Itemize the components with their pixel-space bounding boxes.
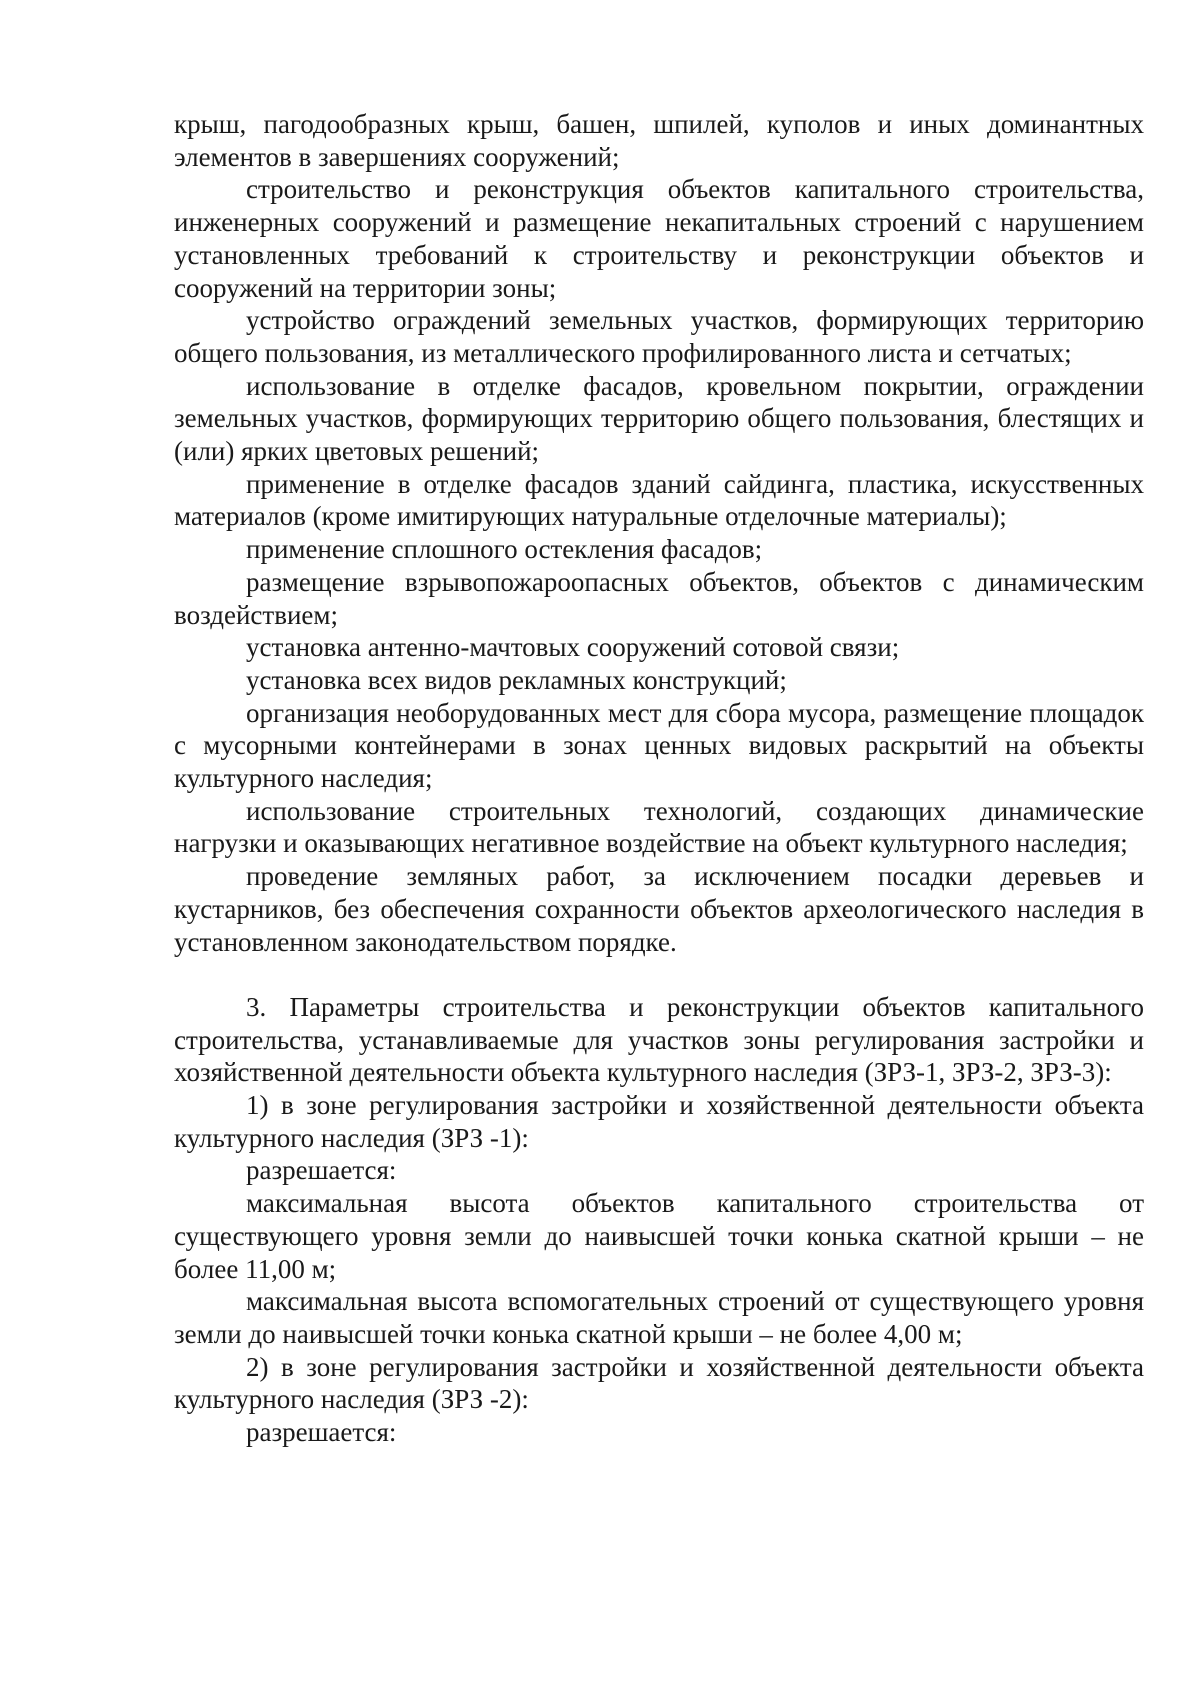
paragraph-roof-elements: крыш, пагодообразных крыш, башен, шпилей, куполов и иных доминантных элементов в завершениях сооружений; bbox=[174, 109, 1144, 172]
paragraph-zrz-1: 1) в зоне регулирования застройки и хозяйственной деятельности объекта культурного наследия (ЗРЗ -1): bbox=[174, 1090, 1144, 1153]
paragraph-advertising: установка всех видов рекламных конструкций; bbox=[246, 664, 787, 695]
paragraph-siding: применение в отделке фасадов зданий сайдинга, пластика, искусственных материалов (кроме имитирующих натуральные отделочные материалы); bbox=[174, 468, 1144, 532]
section-3-heading: 3. Параметры строительства и реконструкции объектов капитального строительства, устанавливаемые для участков зоны регулирования застройки и хозяйственной деятельности объекта культурного наследия (ЗРЗ-1, ЗРЗ-2, ЗРЗ-3): bbox=[174, 991, 1144, 1088]
paragraph-zrz-2: 2) в зоне регулирования застройки и хозяйственной деятельности объекта культурного наследия (ЗРЗ -2): bbox=[174, 1351, 1144, 1415]
paragraph-antenna-masts: установка антенно-мачтовых сооружений сотовой связи; bbox=[246, 632, 900, 663]
paragraph-allowed-1: разрешается: bbox=[246, 1155, 397, 1186]
paragraph-bright-colors: использование в отделке фасадов, кровельном покрытии, ограждении земельных участков, формирующих территорию общего пользования, блестящих и (или) ярких цветовых решений; bbox=[174, 370, 1144, 467]
paragraph-max-height-main: максимальная высота объектов капитального строительства от существующего уровня земли до наивысшей точки конька скатной крыши – не более 11,00 м; bbox=[174, 1188, 1144, 1284]
paragraph-earthworks: проведение земляных работ, за исключением посадки деревьев и кустарников, без обеспечения сохранности объектов археологического наследия в установленном законодательством порядке. bbox=[174, 861, 1144, 957]
paragraph-glazing: применение сплошного остекления фасадов; bbox=[246, 534, 763, 565]
paragraph-hazardous-objects: размещение взрывопожароопасных объектов, объектов с динамическим воздействием; bbox=[174, 566, 1144, 630]
document-body bbox=[174, 108, 1144, 1449]
paragraph-max-height-auxiliary: максимальная высота вспомогательных строений от существующего уровня земли до наивысшей точки конька скатной крыши – не более 4,00 м; bbox=[174, 1286, 1144, 1349]
paragraph-garbage-sites: организация необорудованных мест для сбора мусора, размещение площадок с мусорными контейнерами в зонах ценных видовых раскрытий на объекты культурного наследия; bbox=[174, 697, 1144, 794]
paragraph-construction-violations: строительство и реконструкция объектов капитального строительства, инженерных сооружений и размещение некапитальных строений с нарушением установленных требований к строительству и реконструкции объектов и сооружений на территории зоны; bbox=[174, 174, 1144, 303]
paragraph-allowed-2: разрешается: bbox=[246, 1417, 397, 1448]
paragraph-dynamic-loads: использование строительных технологий, создающих динамические нагрузки и оказывающих негативное воздействие на объект культурного наследия; bbox=[174, 795, 1144, 859]
paragraph-fencing: устройство ограждений земельных участков, формирующих территорию общего пользования, из металлического профилированного листа и сетчатых; bbox=[174, 305, 1144, 368]
